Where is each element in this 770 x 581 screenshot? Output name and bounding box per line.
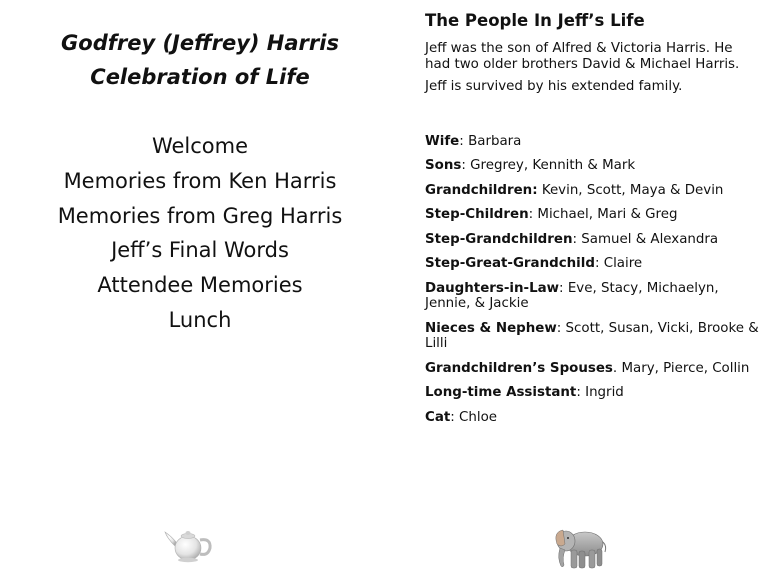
program-item: Memories from Ken Harris bbox=[63, 168, 337, 193]
relation-label: Step-Grandchildren bbox=[425, 231, 573, 247]
relation-item bbox=[425, 183, 761, 199]
relation-item bbox=[425, 134, 761, 150]
relation-item bbox=[425, 256, 761, 272]
relation-separator: : bbox=[559, 280, 568, 296]
page-title bbox=[0, 26, 400, 94]
relation-names: Michael, Mari & Greg bbox=[537, 207, 678, 222]
relation-item bbox=[425, 281, 761, 312]
relation-names: Kevin, Scott, Maya & Devin bbox=[541, 182, 724, 198]
relation-names: Barbara bbox=[468, 133, 522, 149]
survived-paragraph: Jeff is survived by his extended family. bbox=[425, 79, 683, 94]
relation-names: Samuel & Alexandra bbox=[581, 231, 719, 247]
relation-names: Ingrid bbox=[585, 385, 624, 400]
relation-separator: : bbox=[576, 385, 586, 400]
relation-label: Long-time Assistant bbox=[425, 385, 577, 400]
relation-label: Step-Children bbox=[425, 207, 529, 222]
program-item: Memories from Greg Harris bbox=[57, 203, 343, 228]
relation-label: Grandchildren’s Spouses bbox=[425, 360, 613, 376]
relation-names: Eve, Stacy, Michaelyn, Jennie, & Jackie bbox=[425, 280, 719, 311]
relation-names: Mary, Pierce, Collin bbox=[621, 360, 750, 376]
relation-separator: : bbox=[572, 231, 582, 247]
elephant-icon bbox=[551, 524, 609, 572]
relation-item bbox=[425, 158, 761, 174]
title-line-2: Celebration of Life bbox=[90, 65, 310, 89]
program-item: Lunch bbox=[168, 307, 232, 332]
relation-label: Sons bbox=[425, 158, 462, 173]
people-heading: The People In Jeff’s Life bbox=[425, 11, 645, 30]
program-item: Attendee Memories bbox=[97, 273, 303, 298]
relation-names: Claire bbox=[603, 256, 643, 271]
relation-separator: . bbox=[612, 360, 622, 376]
title-line-1: Godfrey (Jeffrey) Harris bbox=[61, 31, 339, 55]
relation-label: Grandchildren: bbox=[425, 182, 538, 198]
relation-names: Chloe bbox=[459, 409, 498, 425]
relation-item bbox=[425, 207, 761, 223]
relation-item bbox=[425, 321, 761, 352]
relation-item bbox=[425, 410, 761, 426]
spacer bbox=[425, 102, 761, 134]
teapot-icon bbox=[163, 524, 215, 564]
intro-paragraph: Jeff was the son of Alfred & Victoria Harris. He had two older brothers David & Michael Harris. bbox=[425, 41, 740, 72]
relation-label: Daughters-in-Law bbox=[425, 280, 560, 296]
relation-label: Cat bbox=[425, 409, 451, 425]
relation-item bbox=[425, 385, 761, 401]
relation-separator: : bbox=[450, 409, 460, 425]
program-list bbox=[0, 129, 400, 338]
relation-label: Nieces & Nephew bbox=[425, 320, 557, 336]
relation-separator: : bbox=[528, 207, 538, 222]
people-panel bbox=[425, 11, 761, 434]
relation-separator: : bbox=[459, 133, 469, 149]
program-item: Jeff’s Final Words bbox=[111, 238, 289, 263]
relation-names: Gregrey, Kennith & Mark bbox=[470, 158, 636, 173]
relation-label: Step-Great-Grandchild bbox=[425, 256, 595, 271]
relation-names: Scott, Susan, Vicki, Brooke & Lilli bbox=[425, 320, 759, 351]
program-item: Welcome bbox=[151, 134, 249, 158]
relation-separator: : bbox=[594, 256, 604, 271]
relation-item bbox=[425, 361, 761, 377]
relation-separator: : bbox=[461, 158, 471, 173]
relation-separator: : bbox=[556, 320, 566, 336]
relation-label: Wife bbox=[425, 133, 460, 149]
relation-item bbox=[425, 232, 761, 248]
